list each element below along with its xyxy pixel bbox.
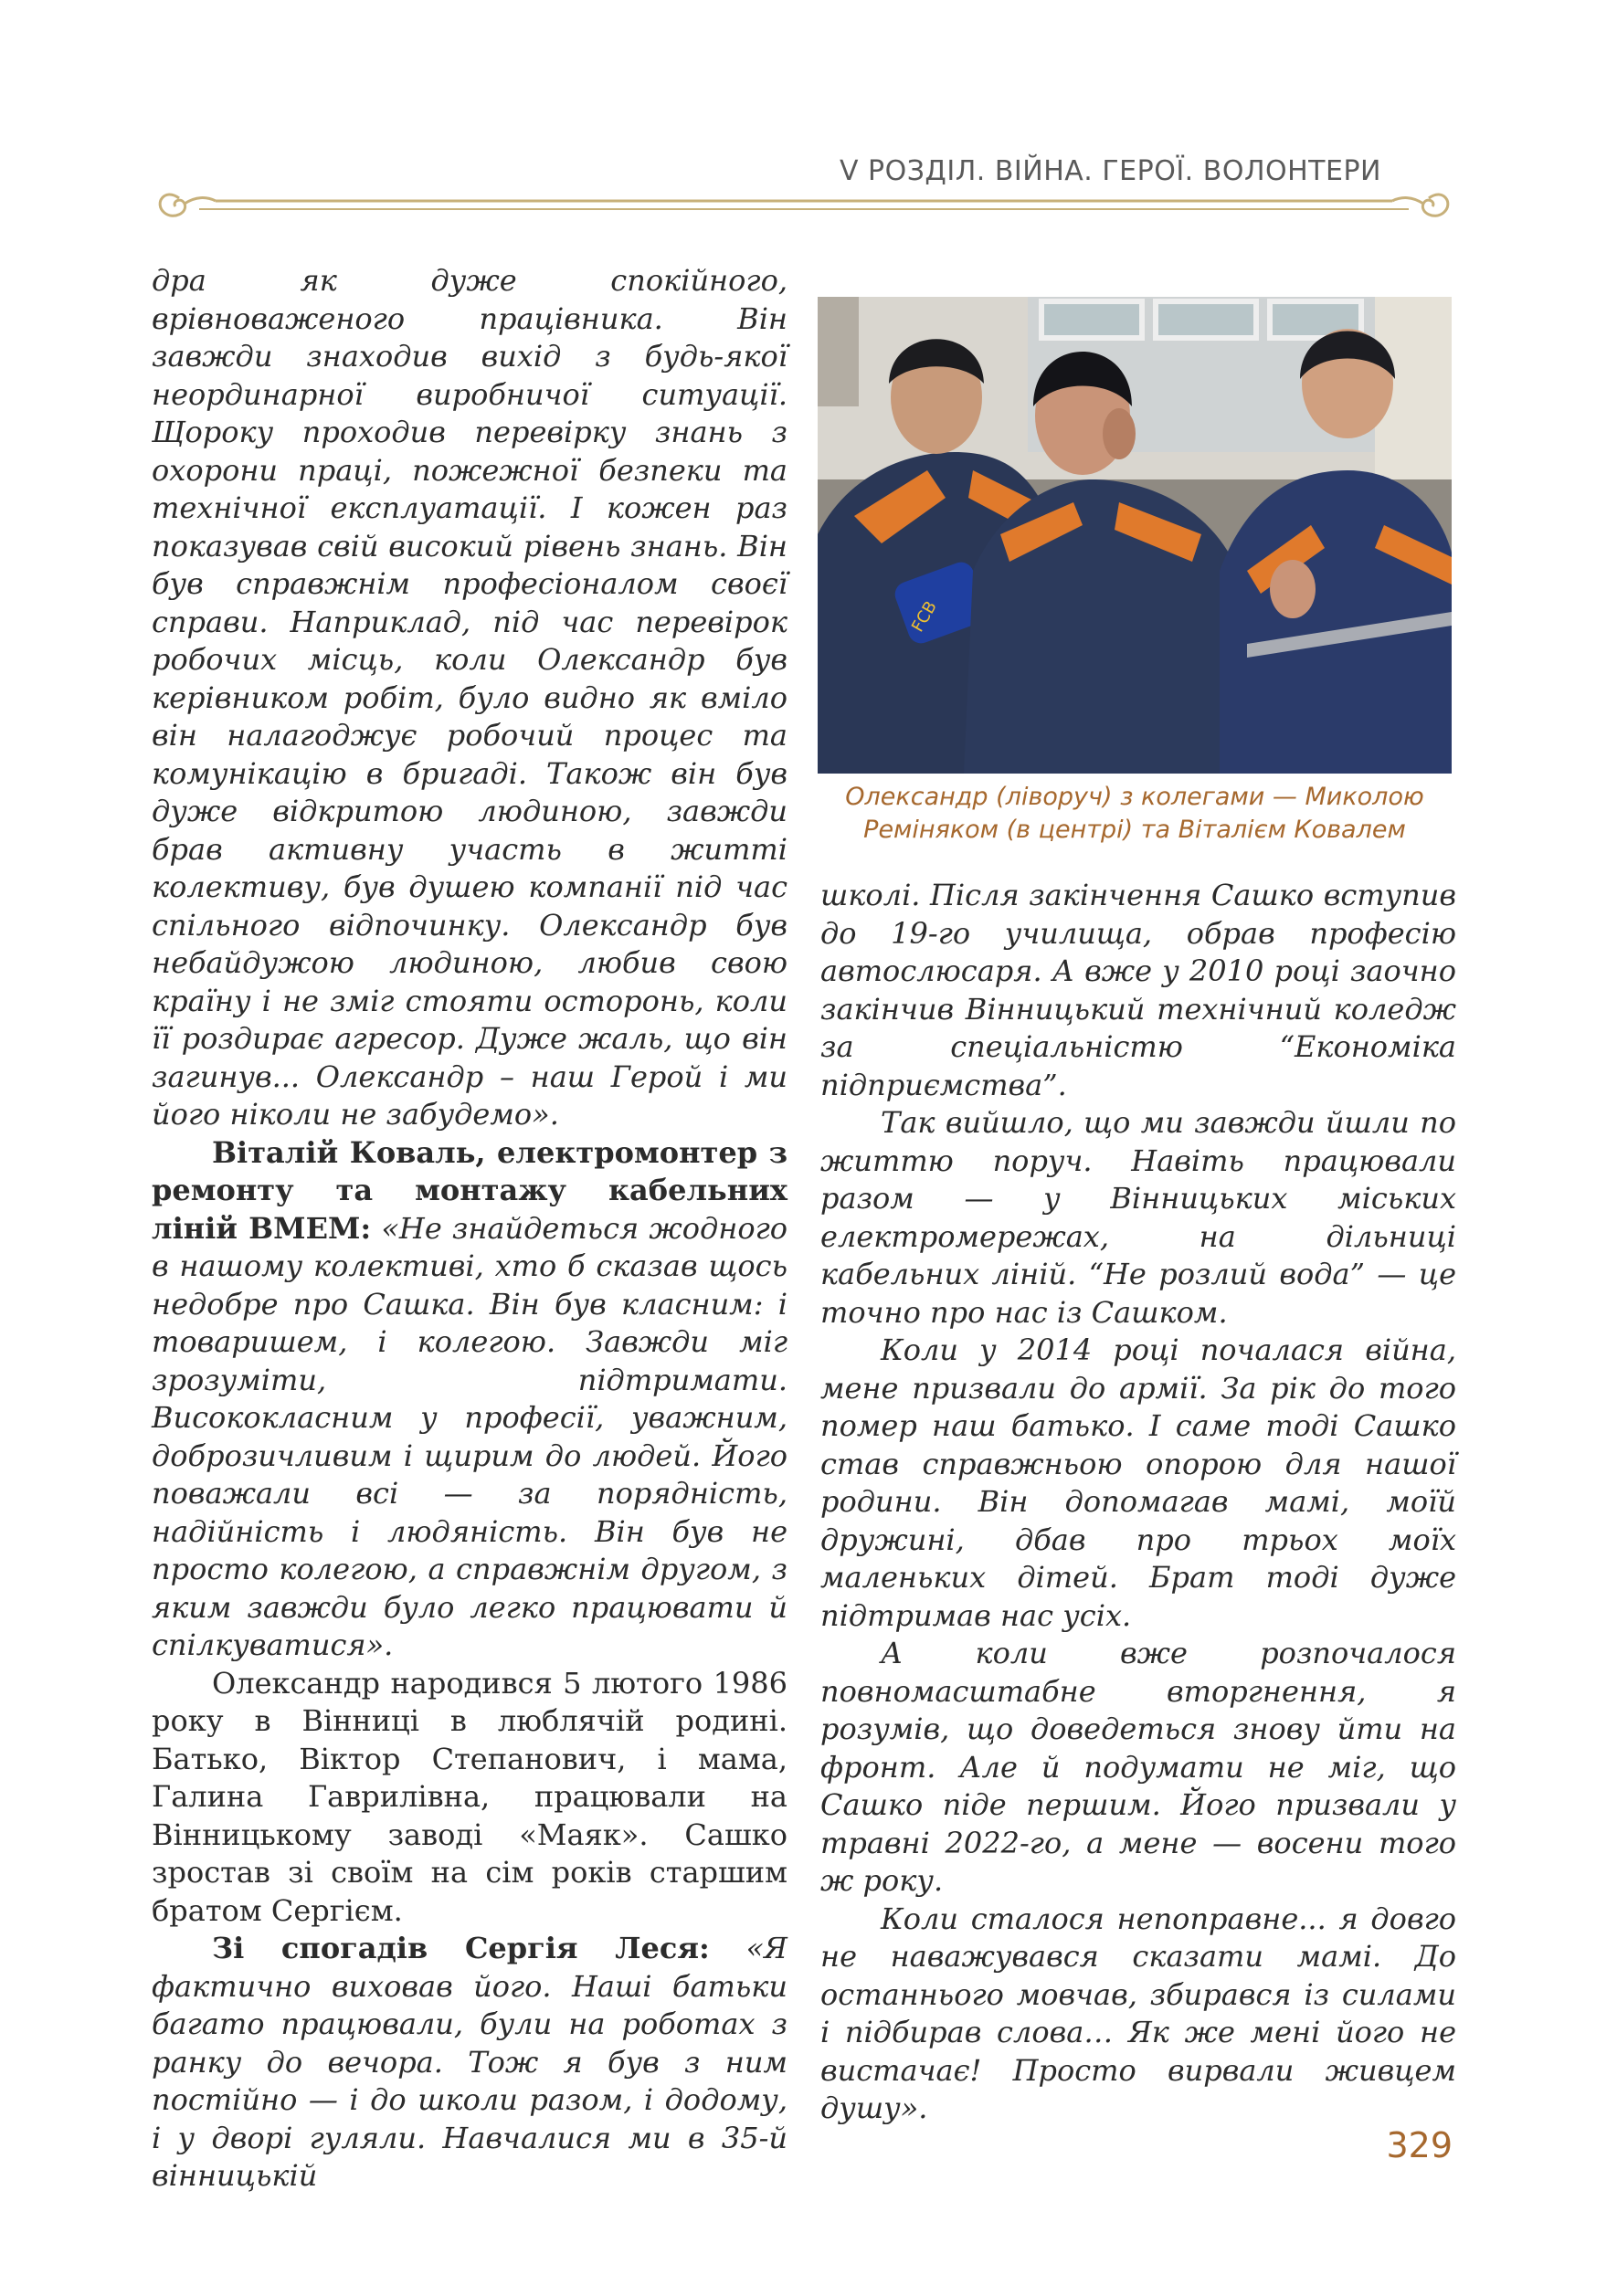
paragraph-biography: Олександр народився 5 лютого 1986 року в Вінниці в люблячій родині. Батько, Віктор Степанович, і мама, Галина Гаврилівна, працювали на Вінницькому заводі «Маяк». Сашко зростав зі своїм на сім років старшим братом Сергієм.: [152, 1665, 787, 1928]
left-text-column: [152, 262, 787, 2196]
colleagues-photo: [818, 297, 1452, 774]
ornamental-header-rule: [152, 178, 1456, 233]
paragraph-colleague-quote-end: дра як дуже спокійного, врівноваженого працівника. Він завжди знаходив вихід з будь-якої неординарної виробничої ситуації. Щороку проходив перевірку знань з охорони праці, пожежної безпеки та технічної експлуатації. І кожен раз показував свій високий рівень знань. Він був справжнім професіоналом своєї справи. Наприклад, під час перевірок робочих місць, коли Олександр був керівником робіт, було видно як вміло він налагоджує робочий процес та комунікацію в бригаді. Також він був дуже відкритою людиною, завжди брав активну участь в житті колективу, був душею компанії під час спільного відпочинку. Олександр був небайдужою людиною, любив свою країну і не зміг стояти осторонь, коли її роздирає агресор. Дуже жаль, що він загинув... Олександр – наш Герой і ми його ніколи не забудемо».: [152, 263, 787, 1132]
paragraph-together: Так вийшло, що ми завжди йшли по життю поруч. Навіть працювали разом — у Вінницьких міських електромережах, на дільниці кабельних ліній. “Не розлий вода” — це точно про нас із Сашком.: [820, 1105, 1456, 1330]
bag-logo-text: FCB: [908, 597, 941, 636]
paragraph-serhii-quote: [152, 1930, 787, 2196]
paragraph-vitalii-quote: [152, 1134, 787, 1665]
speaker-vitalii: Віталій Коваль, електромонтер з ремонту та монтажу кабельних ліній ВМЕМ:: [152, 1134, 787, 1246]
speaker-serhii: Зі спогадів Сергія Леся:: [212, 1931, 710, 1965]
quote-vitalii: «Не знайдеться жодного в нашому колективі, хто б сказав щось недобре про Сашка. Він був класним: і товаришем, і колегою. Завжди міг зрозуміти, підтримати. Висококласним у професії, уважним, доброзичливим і щирим до людей. Його поважали всі — за порядність, надійність і людяність. Він був не просто колегою, а справжнім другом, з яким завжди було легко працювати й спілкуватися».: [152, 1210, 788, 1662]
photo-caption: Олександр (ліворуч) з колегами — Миколою Реміняком (в центрі) та Віталієм Ковалем: [845, 783, 1424, 844]
page-number: 329: [1386, 2125, 1453, 2165]
section-header-title: V РОЗДІЛ. ВІЙНА. ГЕРОЇ. ВОЛОНТЕРИ: [839, 155, 1381, 187]
quote-serhii-start: «Я фактично виховав його. Наші батьки багато працювали, були на роботах з ранку до вечора. Тож я був з ним постійно — і до школи разом, і додому, і у дворі гуляли. Навчалися ми в 35-й вінницькій: [152, 1931, 788, 2193]
paragraph-full-scale-invasion: А коли вже розпочалося повномасштабне вторгнення, я розумів, що доведеться знову йти на фронт. Але й подумати не міг, що Сашко піде першим. Його призвали у травні 2022-го, а мене — восени того ж року.: [820, 1636, 1456, 1898]
paragraph-war-2014: Коли у 2014 році почалася війна, мене призвали до армії. За рік до того помер наш батько. І саме тоді Сашко став справжньою опорою для нашої родини. Він допомагав мамі, моїй дружині, дбав про трьох моїх маленьких дітей. Брат тоді дуже підтримав нас усіх.: [820, 1332, 1456, 1633]
right-text-column: [820, 877, 1456, 2128]
paragraph-loss: Коли сталося непоправне... я довго не наважувався сказати мамі. До останнього мовчав, збирався із силами і підбирав слова… Як же мені його не вистачає! Просто вирвали живцем душу».: [820, 1901, 1456, 2125]
paragraph-school: школі. Після закінчення Сашко вступив до 19-го училища, обрав професію автослюсаря. А вже у 2010 році заочно закінчив Вінницький технічний коледж за спеціальністю “Економіка підприємства”.: [820, 878, 1456, 1102]
